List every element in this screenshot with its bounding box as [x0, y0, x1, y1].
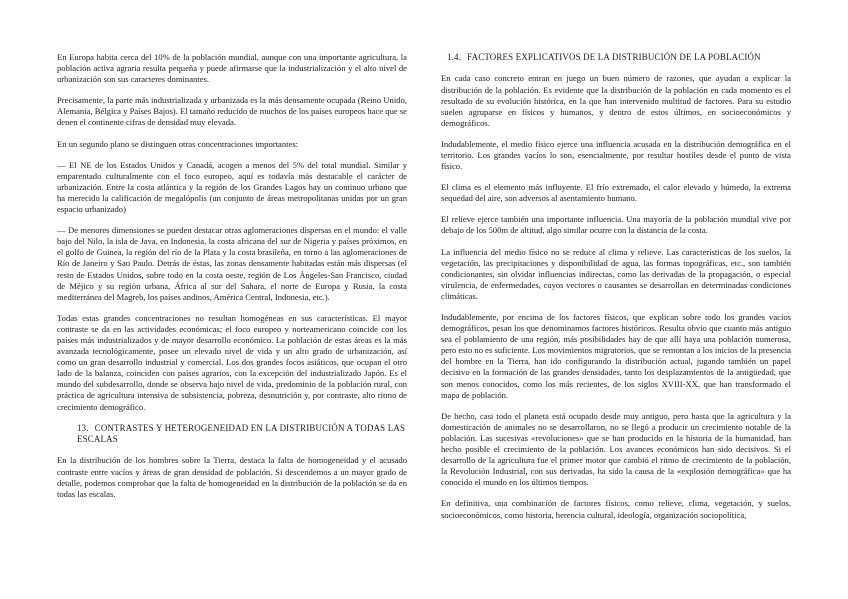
paragraph: En definitiva, una combinación de factores físicos, como relieve, clima, vegetación, y suelos, socioeconómicos, como historia, herencia cultural, ideología, organización sociopolítica,	[441, 498, 791, 520]
paragraph: Indudablemente, por encima de los factores físicos, que explican sobre todo los grandes vacíos demográficos, pesan los que denominamos factores históricos. Resulta obvio que cuanto más antiguo sea el poblamiento de una región, más posibilidades hay de que allí haya una población numerosa, pero esto no es suficiente. Los movimientos migratorios, que se remontan a los inicios de la presencia del hombre en la Tierra, han ido configurando la distribución actual, jugando también un papel decisivo en la formación de las grandes densidades, tanto los desplazamientos de la antigüedad, que son menos conocidos, como los más recientes, de los siglos XVIII-XX, que han transformado el mapa de población.	[441, 312, 791, 400]
paragraph: De hecho, casi todo el planeta está ocupado desde muy antiguo, pero hasta que la agricultura y la domesticación de animales no se desarrollaron, no se llegó a producir un crecimiento notable de la población. Las sucesivas «revoluciones» que se han producido en la historia de la humanidad, han hecho posible el crecimiento de la población. Los avances económicos han sido decisivos. Si el desarrollo de la agricultura fue el primer motor que cambió el ritmo de crecimiento de la población, la Revolución Industrial, con sus derivadas, ha sido la causa de la «explosión demográfica» que ha conocido el mundo en los últimos tiempos.	[441, 410, 791, 488]
section-title-line2: ESCALAS	[77, 434, 118, 445]
section-number: 1.4.	[447, 52, 462, 62]
paragraph: — El NE de los Estados Unidos y Canadá, acogen a menos del 5% del total mundial. Similar y emparentado culturalmente con el foco europeo, aquí es todavía más destacable el carácter de urbanización. Entre la costa atlántica y la región de los Grandes Lagos hay un continuo urbano que ha merecido la calificación de megalópolis (un conjunto de áreas metropolitanas unidas por un gran espacio urbanizado)	[57, 159, 407, 215]
paragraph: En cada caso concreto entran en juego un buen número de razones, que ayudan a explicar la distribución de la población. Es evidente que la distribución de la población en cada momento es el resultado de su evolución histórica, en la que han intervenido multitud de factores. Para su estudio suelen agruparse en físicos y humanos, y dentro de estos últimos, en socioeconómicos y demográficos.	[441, 73, 791, 128]
paragraph: En la distribución de los hombres sobre la Tierra, destaca la falta de homogeneidad y el acusado contraste entre vacíos y áreas de gran densidad de población. Si descendemos a un mayor grado de detalle, podemos comprobar que la falta de homogeneidad en la distribución de la población se da en todas las escalas.	[57, 455, 407, 499]
section-title: FACTORES EXPLICATIVOS DE LA DISTRIBUCIÓN DE LA POBLACIÓN	[467, 52, 761, 62]
left-column	[57, 52, 407, 510]
paragraph: Precisamente, la parte más industrializada y urbanizada es la más densamente ocupada (Reino Unido, Alemania, Bélgica y Países Bajos). El tamaño reducido de muchos de los países europeos hace que se denen el continente cifras de densidad muy elevada.	[57, 95, 407, 128]
section-heading-1-4	[441, 52, 791, 63]
section-number: 13.	[77, 422, 89, 433]
paragraph: La influencia del medio físico no se reduce al clima y relieve. Las características de los suelos, la vegetación, las precipitaciones y disponibilidad de agua, las formas topográficas, etc., son también condicionantes, sin olvidar influencias indirectas, como las derivadas de la propagación, o especial virulencia, de enfermedades, cuyos vectores o causantes se desarrollan en determinadas condiciones climáticas.	[441, 246, 791, 301]
paragraph: El relieve ejerce también una importante influencia. Una mayoría de la población mundial vive por debajo de los 500m de altitud, algo similar ocurre con la distancia de la costa.	[441, 214, 791, 236]
paragraph: Todas estas grandes concentraciones no resultan homogéneas en sus características. El mayor contraste se da en las actividades económicas; el foco europeo y norteamericano coincide con los países más industrializados y de mayor desarrollo económico. La población de estas áreas es la más avanzada tecnológicamente, posee un elevado nivel de vida y un alto grado de urbanización, así como un gran desarrollo industrial y comercial. Los dos grandes focos asiáticos, que ocupan el otro lado de la balanza, coinciden con países agrarios, con la excepción del industrializado Japón. Es el mundo del subdesarrollo, donde se observa bajo nivel de vida, predominio de la población rural, con práctica de agricultura intensiva de subsistencia, pobreza, desnutrición y, por contraste, alto ritmo de crecimiento demográfico.	[57, 312, 407, 412]
paragraph: En Europa habita cerca del 10% de la población mundial, aunque con una importante agricultura, la población activa agraria resulta pequeña y puede afirmarse que la industrialización y el alto nivel de urbanización son sus caracteres dominantes.	[57, 52, 407, 85]
paragraph: En un segundo plano se distinguen otras concentraciones importantes:	[57, 138, 299, 149]
paragraph: Indudablemente, el medio físico ejerce una influencia acusada en la distribución demográfica en el territorio. Los grandes vacíos lo son, esencialmente, por resultar hostiles desde el punto de vista físico.	[441, 138, 791, 172]
paragraph: — De menores dimensiones se pueden destacar otras aglomeraciones dispersas en el mundo: el valle bajo del Nilo, la isla de Java, en Indonesia, la costa africana del sur de Nigeria y países próximos, en el golfo de Guinea, la región del río de la Plata y la costa brasileña, en torno a las aglomeraciones de Río de Janeiro y Sao Paulo. Detrás de éstas, las zonas densamente habitadas están más dispersas (el resto de Estados Unidos, sobre todo en la costa oeste, región de Los Ángeles-San Francisco, ciudad de Méjico y su región urbana, África al sur del Sahara, el norte de Europa y Rusia, la costa mediterránea del Magreb, los países andinos, América Central, Indonesia, etc.).	[57, 225, 407, 302]
right-column	[441, 52, 791, 531]
section-title-line1: CONTRASTES Y HETEROGENEIDAD EN LA DISTRIBUCIÓN A TODAS LAS	[94, 422, 406, 433]
section-heading-13	[57, 423, 407, 446]
paragraph: El clima es el elemento más influyente. El frío extremado, el calor elevado y húmedo, la extrema sequedad del aire, son adversos al asentamiento humano.	[441, 182, 791, 204]
